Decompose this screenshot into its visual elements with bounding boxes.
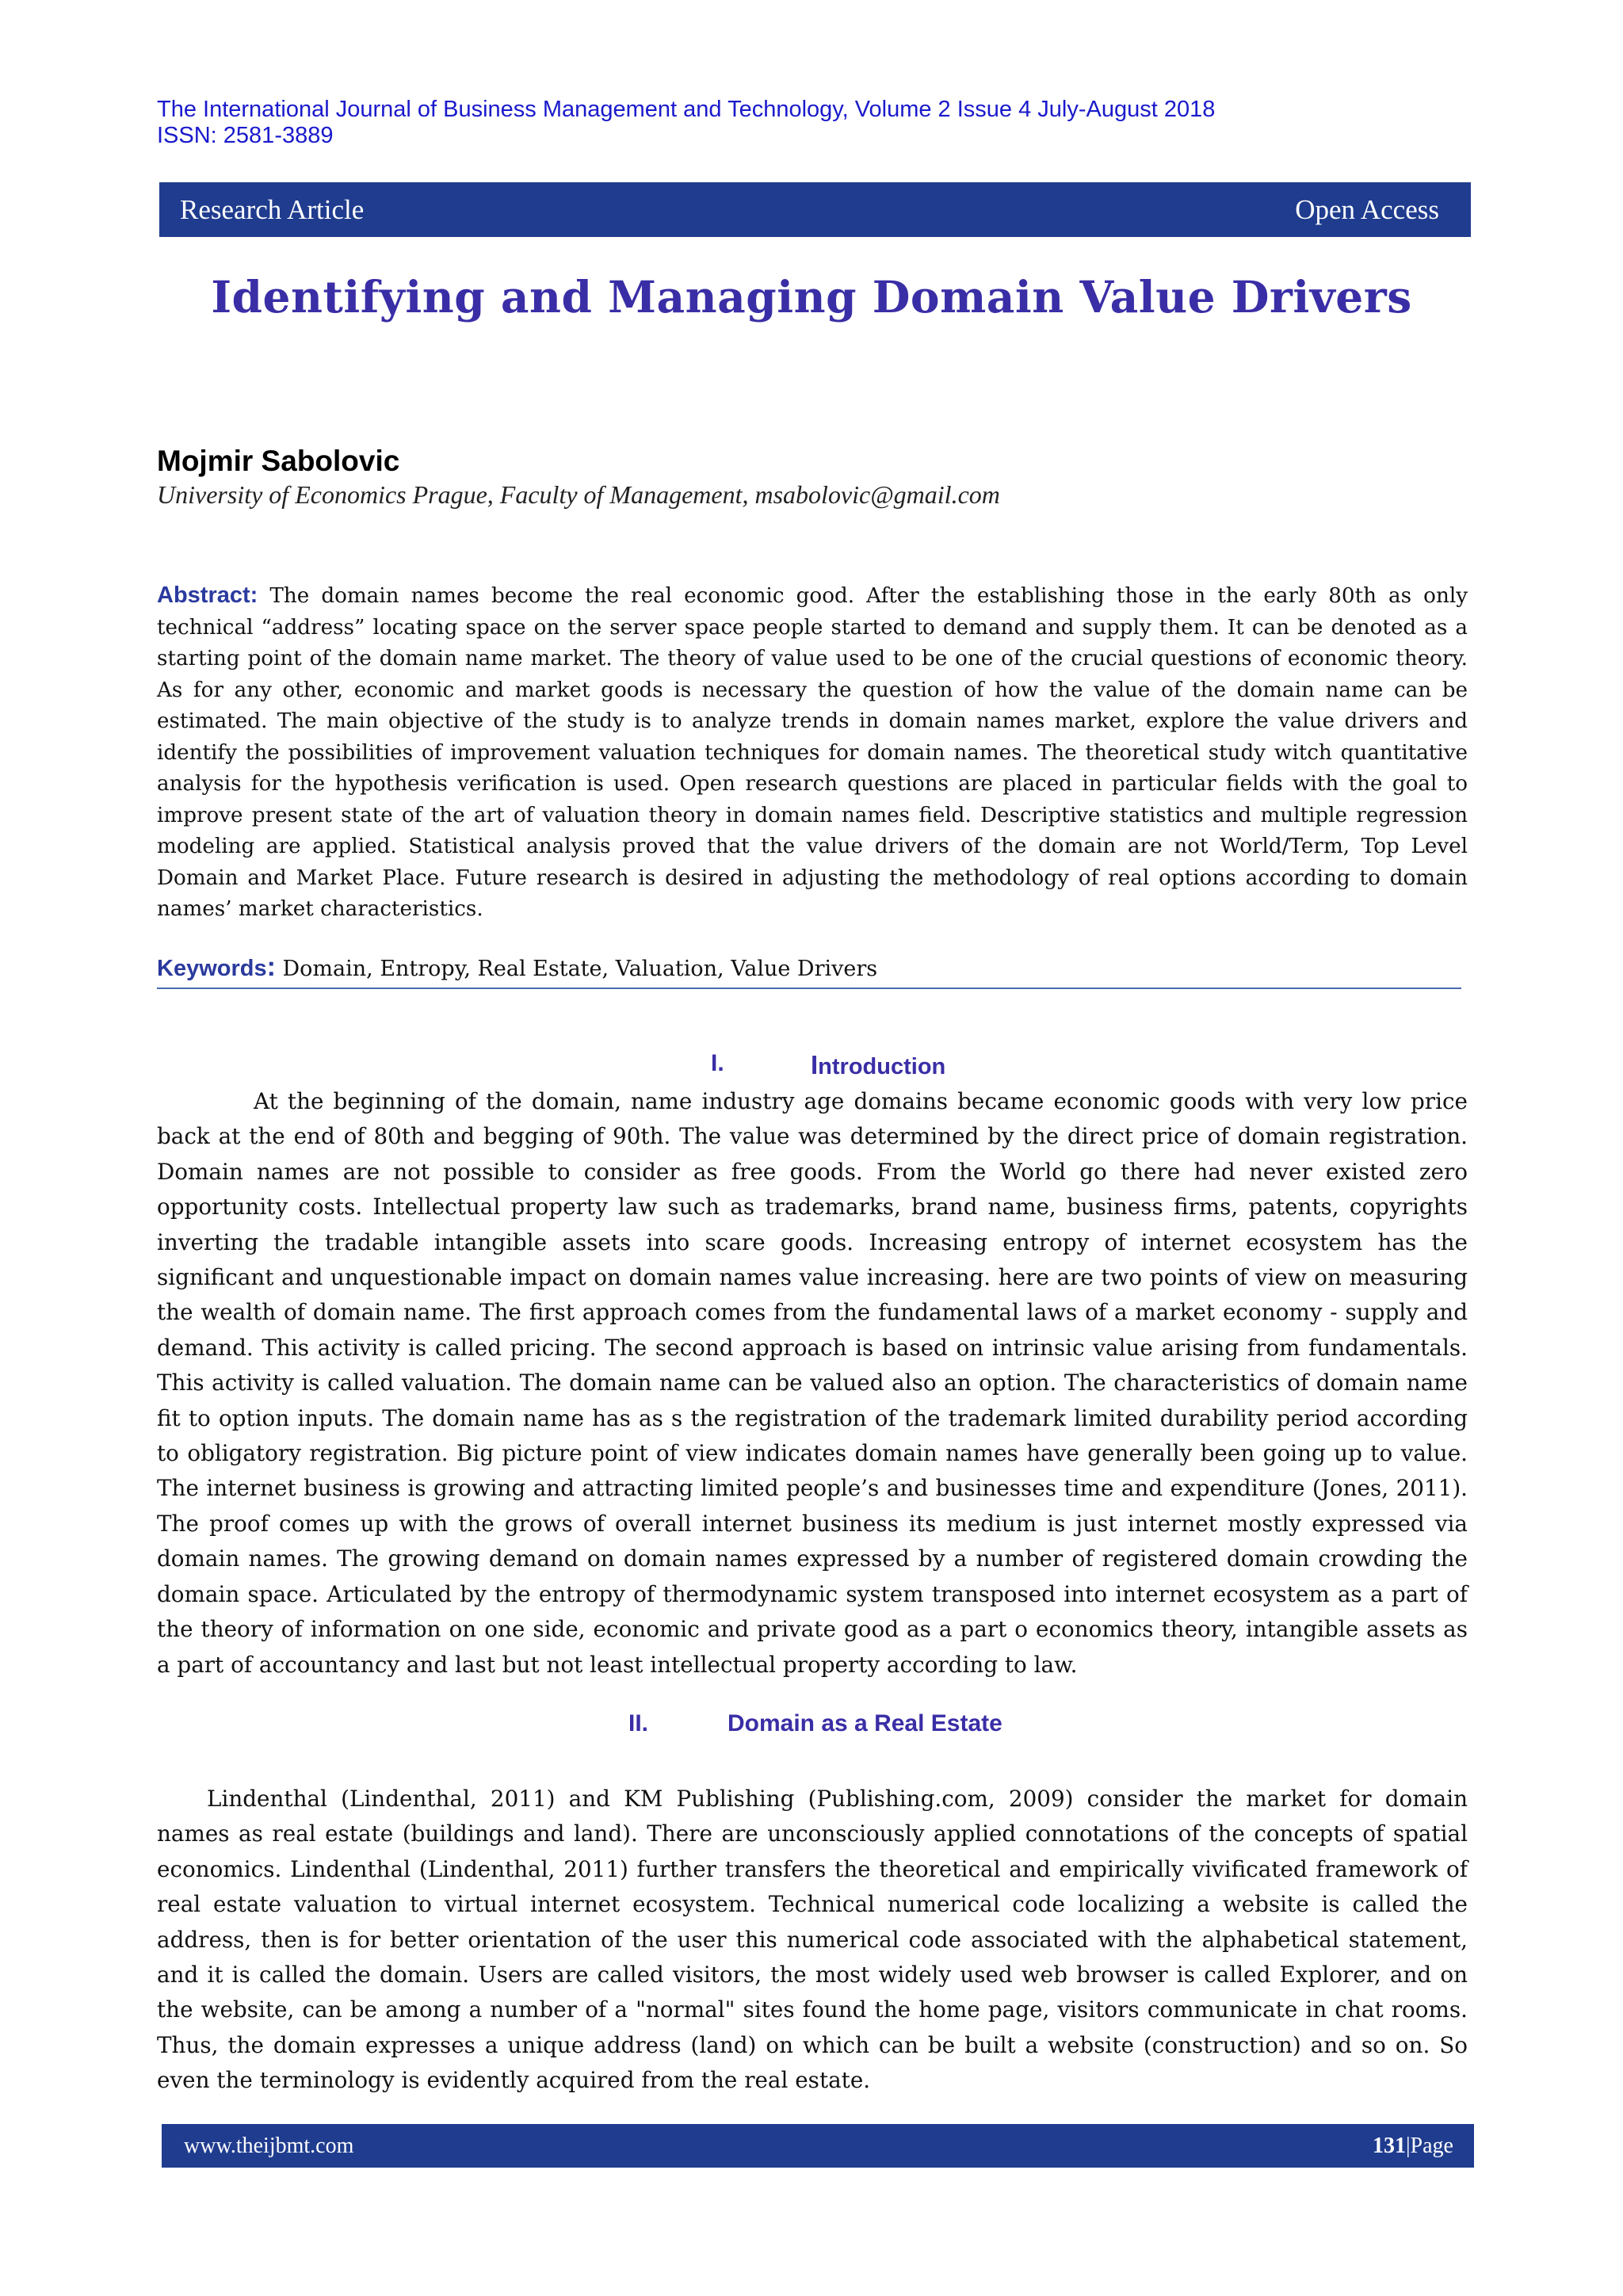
author-affiliation: University of Economics Prague, Faculty of Management, msabolovic@gmail.com [157,480,1000,509]
journal-issn: ISSN: 2581-3889 [157,123,334,148]
abstract [157,580,1468,926]
keywords [157,952,1468,983]
author-name: Mojmir Sabolovic [157,445,400,477]
section-number: I. [711,1050,724,1076]
introduction-body: At the beginning of the domain, name industry age domains became economic goods with very low price back at the end of 80th and begging of 90th. The value was determined by the direct price of domain registration. Domain names are not possible to consider as free goods. From the World go there had never existed zero opportunity costs. Intellectual property law such as trademarks, brand name, business firms, patents, copyrights inverting the tradable intangible assets into scare goods. Increasing entropy of internet ecosystem has the significant and unquestionable impact on domain names value increasing. here are two points of view on measuring the wealth of domain name. The first approach comes from the fundamental laws of a market economy - supply and demand. This activity is called pricing. The second approach is based on intrinsic value arising from fundamentals. This activity is called valuation. The domain name can be valued also an option. The characteristics of domain name fit to option inputs. The domain name has as s the registration of the trademark limited durability period according to obligatory registration. Big picture point of view indicates domain names have generally been going up to value. The internet business is growing and attracting limited people’s and businesses time and expenditure (Jones, 2011). The proof comes up with the grows of overall internet business its medium is just internet mostly expressed via domain names. The growing demand on domain names expressed by a number of registered domain crowding the domain space. Articulated by the entropy of thermodynamic system transposed into internet ecosystem as a part of the theory of information on one side, economic and private good as a part o economics theory, intangible assets as a part of accountancy and last but not least intellectual property according to law. [157,1088,1468,1678]
journal-citation: The International Journal of Business Management and Technology, Volume 2 Issue 4 July-August 2018 [157,97,1216,122]
keywords-text: Domain, Entropy, Real Estate, Valuation, Value Drivers [282,957,878,981]
section-title: Domain as a Real Estate [727,1710,1002,1736]
journal-url[interactable]: www.theijbmt.com [184,2133,354,2158]
keywords-label: Keywords [157,956,267,981]
keywords-divider [157,988,1461,989]
access-type-label: Open Access [1295,193,1439,225]
journal-header [157,97,1504,149]
section-number: II. [628,1710,649,1736]
section-title: Introduction [811,1050,946,1079]
page-number: 131|Page [1372,2133,1453,2158]
paper-title: Identifying and Managing Domain Value Drivers [211,271,1412,323]
abstract-text: The domain names become the real economic good. After the establishing those in the early 80th as only technical “address” locating space on the server space people started to demand and supply them. It can be denoted as a starting point of the domain name market. The theory of value used to be one of the crucial questions of economic theory. As for any other, economic and market goods is necessary the question of how the value of the domain name can be estimated. The main objective of the study is to analyze trends in domain names market, explore the value drivers and identify the possibilities of improvement valuation techniques for domain names. The theoretical study witch quantitative analysis for the hypothesis verification is used. Open research questions are placed in particular fields with the goal to improve present state of the art of valuation theory in domain names field. Descriptive statistics and multiple regression modeling are applied. Statistical analysis proved that the value drivers of the domain are not World/Term, Top Level Domain and Market Place. Future research is desired in adjusting the methodology of real options according to domain names’ market characteristics. [157,584,1468,921]
real-estate-body: Lindenthal (Lindenthal, 2011) and KM Publishing (Publishing.com, 2009) consider the market for domain names as real estate (buildings and land). There are unconsciously applied connotations of the concepts of spatial economics. Lindenthal (Lindenthal, 2011) further transfers the theoretical and empirically vivificated framework of real estate valuation to virtual internet ecosystem. Technical numerical code localizing a website is called the address, then is for better orientation of the user this numerical code associated with the alphabetical statement, and it is called the domain. Users are called visitors, the most widely used web browser is called Explorer, and on the website, can be among a number of a "normal" sites found the home page, visitors communicate in chat rooms. Thus, the domain expresses a unique address (land) on which can be built a website (construction) and so on. So even the terminology is evidently acquired from the real estate. [157,1786,1468,2094]
keywords-colon: : [266,952,276,982]
abstract-label: Abstract: [157,583,258,608]
page-footer [162,2124,1474,2168]
article-type-label: Research Article [180,193,365,225]
article-type-banner [159,182,1471,237]
